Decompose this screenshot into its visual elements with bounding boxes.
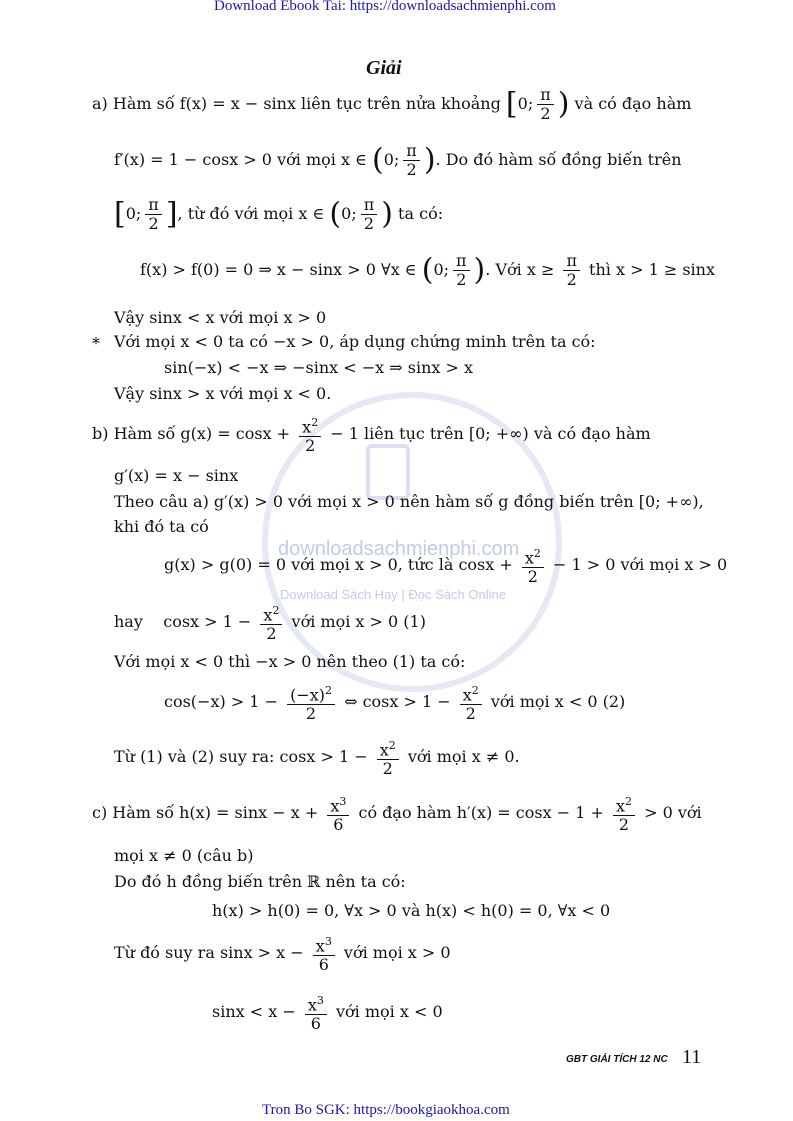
part-a-negative-chain: sin(−x) < −x ⇒ −sinx < −x ⇒ sinx > x — [164, 358, 474, 377]
part-a-negative-intro: Với mọi x < 0 ta có −x > 0, áp dụng chứng minh trên ta có: — [114, 332, 596, 351]
part-b-line-9: Từ (1) và (2) suy ra: cosx > 1 − $\frac{x^2}{2}$ với mọi x ≠ 0. — [114, 739, 520, 779]
part-c-line-1: c) Hàm số h(x) = sinx − x + $\frac{x^3}{6}$ có đạo hàm h′(x) = cosx − 1 + $\frac{x^2}{2}$ > 0 với — [92, 795, 702, 835]
part-b-derivative: g′(x) = x − sinx — [114, 466, 239, 485]
part-c-line-6: sinx < x − $\frac{x^3}{6}$ với mọi x < 0 — [212, 994, 443, 1034]
section-title: Giải — [366, 57, 402, 79]
watermark-domain: downloadsachmienphi.com — [278, 538, 520, 560]
part-a-line-3: [0; $\frac{\pi}{2}$ ], từ đó với mọi x ∈ (0; $\frac{\pi}{2}$ ) ta có: — [114, 195, 444, 233]
bullet-marker: * — [92, 334, 100, 353]
part-b-line-1: b) Hàm số g(x) = cosx + $\frac{x^2}{2}$ − 1 liên tục trên [0; +∞) và có đạo hàm — [92, 416, 651, 456]
part-a-conclusion-1: Vậy sinx < x với mọi x > 0 — [114, 308, 327, 327]
part-a-line-1: a) Hàm số f(x) = x − sinx liên tục trên nửa khoảng [0; $\frac{\pi}{2}$ ) và có đạo hàm — [92, 85, 692, 123]
part-c-line-3: Do đó h đồng biến trên ℝ nên ta có: — [114, 872, 406, 891]
part-c-line-5: Từ đó suy ra sinx > x − $\frac{x^3}{6}$ với mọi x > 0 — [114, 935, 451, 975]
book-label: GBT GIẢI TÍCH 12 NC — [566, 1054, 668, 1065]
part-b-line-6: hay cosx > 1 − $\frac{x^2}{2}$ với mọi x > 0 (1) — [114, 604, 426, 644]
watermark-tagline: Download Sách Hay | Đọc Sách Online — [280, 587, 506, 602]
part-a-conclusion-2: Vậy sinx > x với mọi x < 0. — [114, 384, 332, 403]
header-download-link[interactable]: Download Ebook Tai: https://downloadsachmienphi.com — [214, 0, 556, 14]
part-a-line-2: f′(x) = 1 − cosx > 0 với mọi x ∈ (0; $\frac{\pi}{2}$ ). Do đó hàm số đồng biến trên — [114, 141, 682, 179]
part-b-line-8: cos(−x) > 1 − $\frac{(-x)^2}{2}$ ⇔ cosx > 1 − $\frac{x^2}{2}$ với mọi x < 0 (2) — [164, 684, 626, 724]
page-number: 11 — [682, 1046, 702, 1068]
part-b-line-3: Theo câu a) g′(x) > 0 với mọi x > 0 nên hàm số g đồng biến trên [0; +∞), — [114, 492, 704, 511]
footer-bookgiaokhoa-link[interactable]: Tron Bo SGK: https://bookgiaokhoa.com — [262, 1102, 510, 1118]
part-b-line-4: khi đó ta có — [114, 517, 209, 536]
part-b-line-7: Với mọi x < 0 thì −x > 0 nên theo (1) ta có: — [114, 652, 466, 671]
part-c-line-2: mọi x ≠ 0 (câu b) — [114, 846, 254, 865]
part-c-line-4: h(x) > h(0) = 0, ∀x > 0 và h(x) < h(0) = 0, ∀x < 0 — [212, 901, 611, 920]
part-b-line-5: g(x) > g(0) = 0 với mọi x > 0, tức là cosx + $\frac{x^2}{2}$ − 1 > 0 với mọi x > 0 — [164, 547, 728, 587]
part-a-line-4: f(x) > f(0) = 0 ⇒ x − sinx > 0 ∀x ∈ (0; $\frac{\pi}{2}$ ). Với x ≥ $\frac{\pi}{2}$ thì x > 1 ≥ sinx — [140, 251, 715, 289]
